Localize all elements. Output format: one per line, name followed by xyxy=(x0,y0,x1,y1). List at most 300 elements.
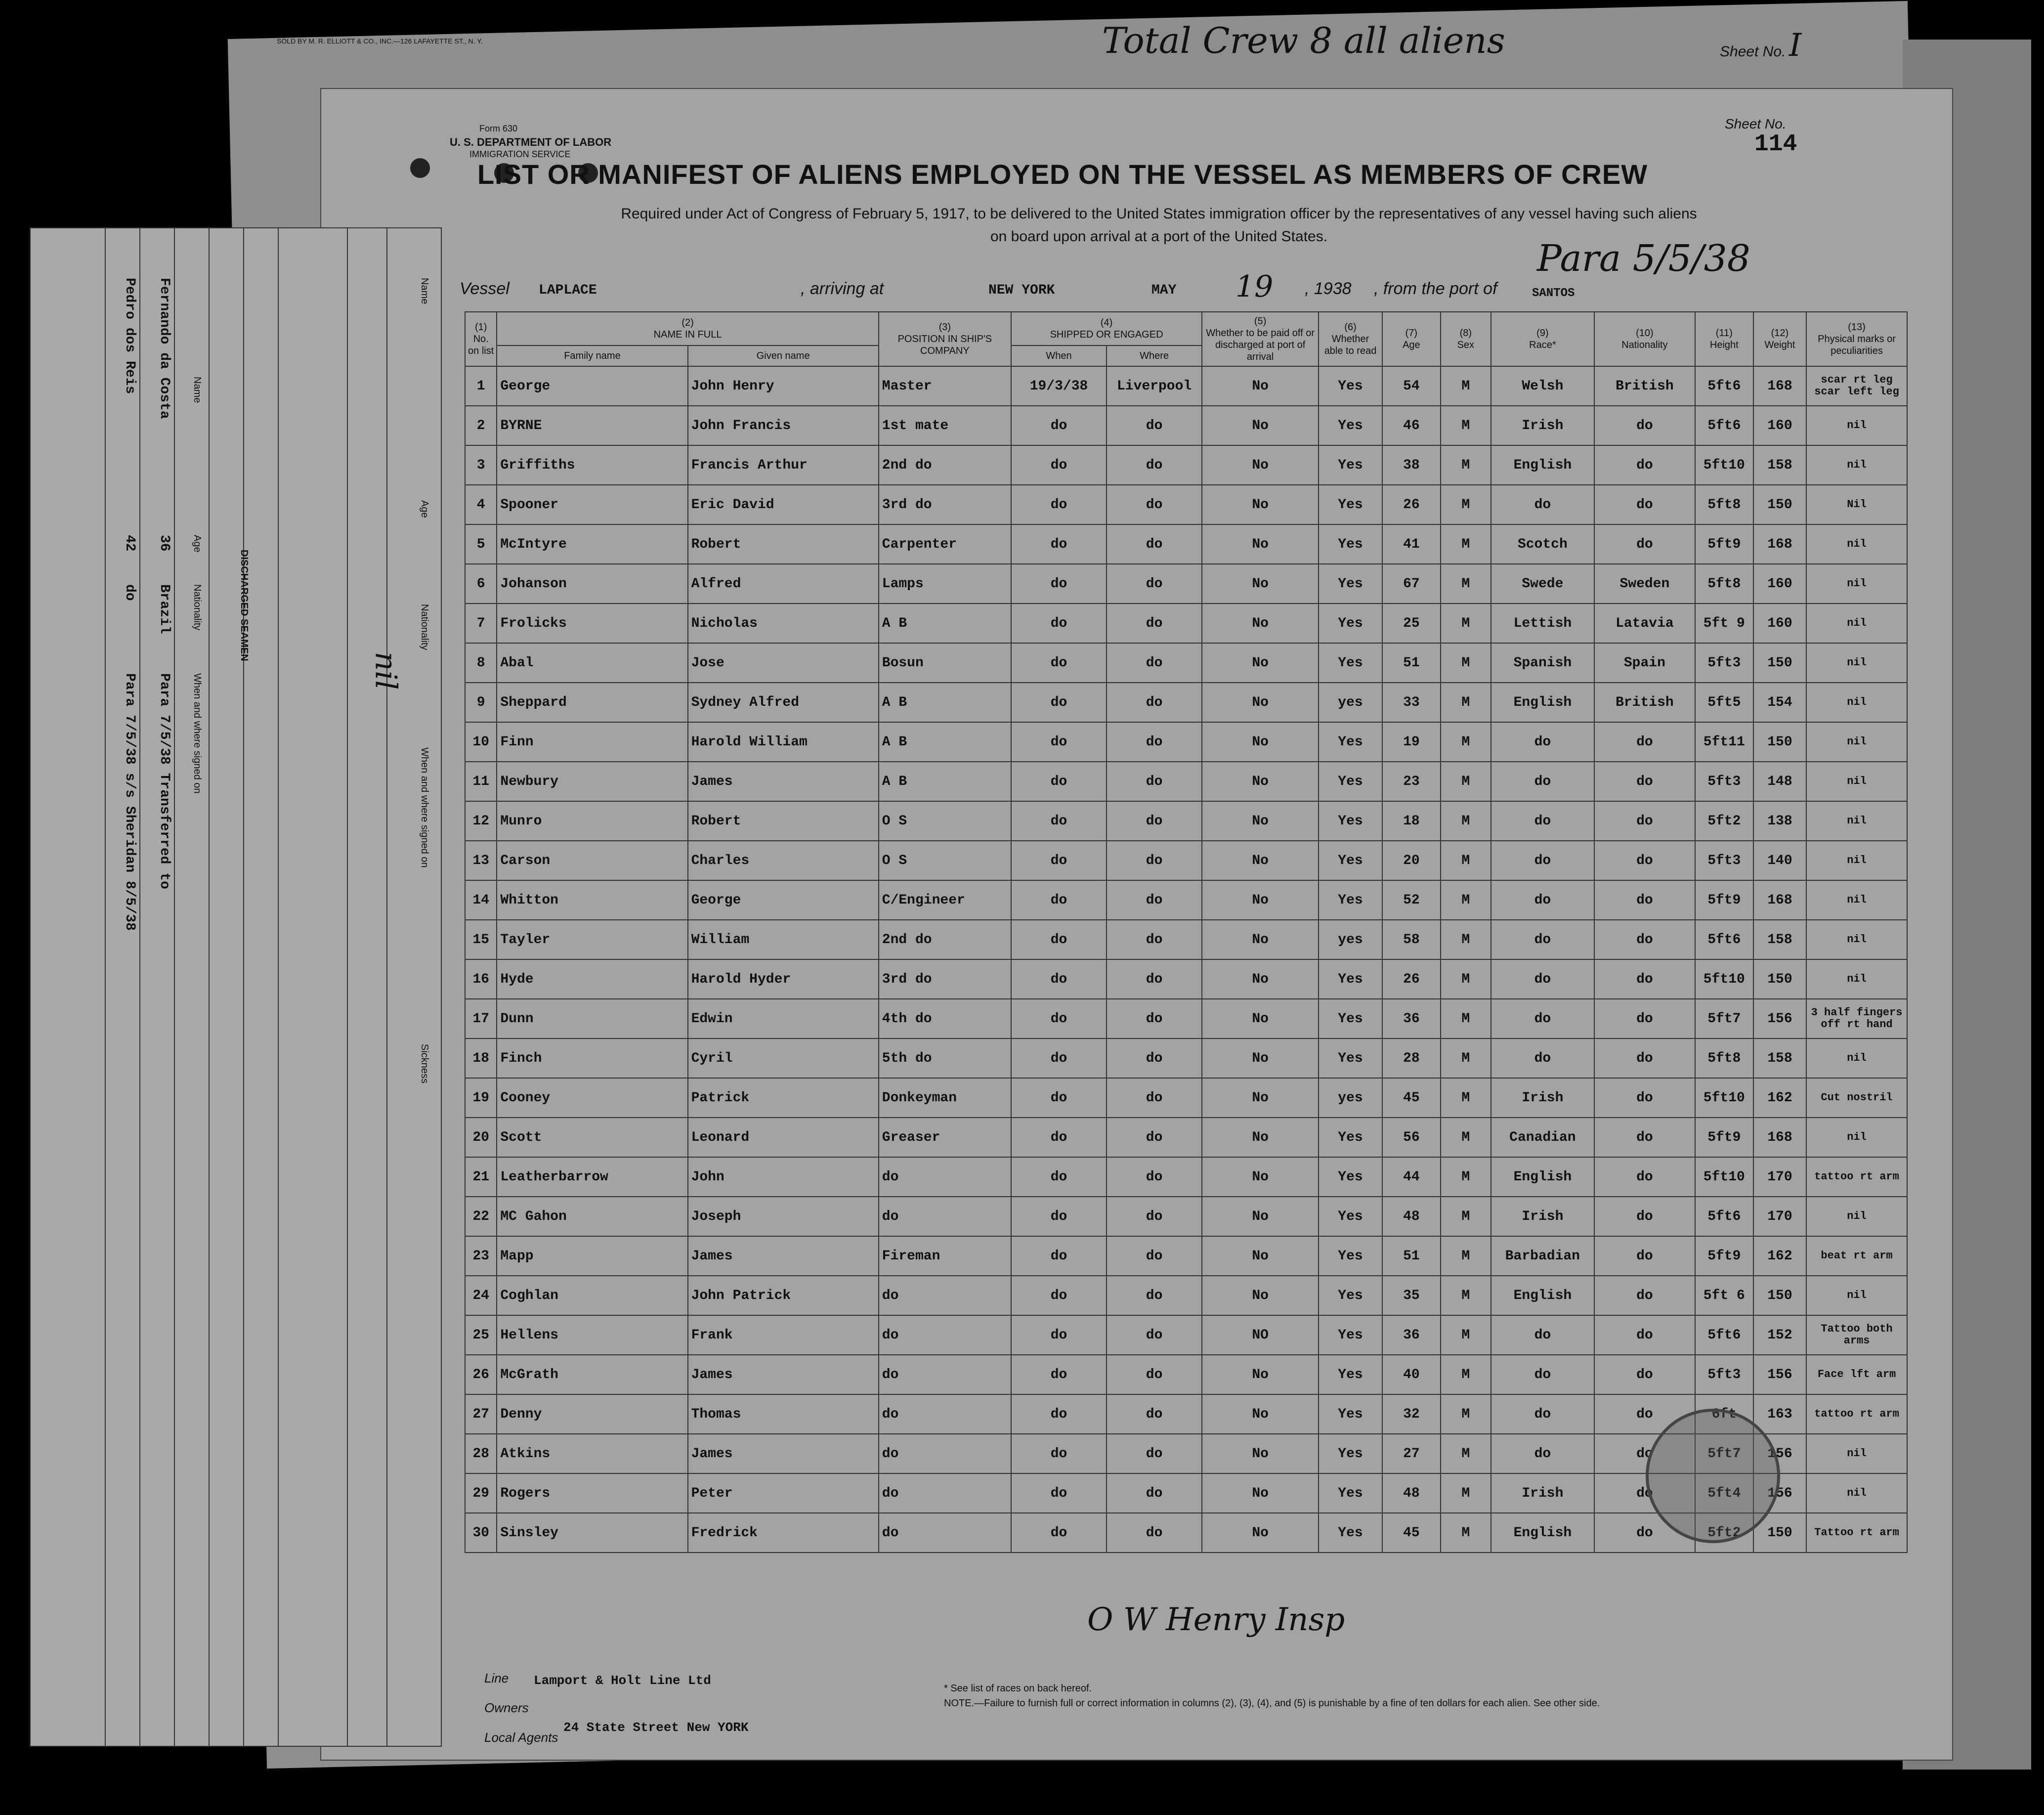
cell-nationality: do xyxy=(1594,445,1695,485)
cell-no: 29 xyxy=(465,1473,497,1513)
owners-label: Owners xyxy=(484,1700,529,1715)
cell-position: do xyxy=(879,1434,1011,1473)
cell-position: do xyxy=(879,1473,1011,1513)
cell-race: do xyxy=(1491,722,1594,762)
sheet-main-value: 114 xyxy=(1754,131,1797,158)
cell-no: 25 xyxy=(465,1315,497,1355)
cell-given: Sydney Alfred xyxy=(688,683,879,722)
cell-paid: No xyxy=(1202,1434,1319,1473)
agents-value: 24 State Street New YORK xyxy=(563,1720,749,1735)
discharged-entry-1-when: Para 7/5/38 Transferred to xyxy=(157,673,172,889)
cell-family: Finn xyxy=(497,722,687,762)
cell-weight: 154 xyxy=(1753,683,1806,722)
cell-where: do xyxy=(1107,1394,1202,1434)
cell-where: do xyxy=(1107,1078,1202,1118)
cell-paid: No xyxy=(1202,1355,1319,1394)
cell-age: 51 xyxy=(1382,643,1441,683)
cell-age: 45 xyxy=(1382,1513,1441,1553)
cell-age: 45 xyxy=(1382,1078,1441,1118)
col-header-when: When xyxy=(1011,346,1107,366)
cell-given: Alfred xyxy=(688,564,879,604)
cell-weight: 168 xyxy=(1753,1118,1806,1157)
cell-height: 5ft7 xyxy=(1695,1434,1753,1473)
cell-paid: No xyxy=(1202,1078,1319,1118)
cell-when: do xyxy=(1011,1315,1107,1355)
cell-age: 48 xyxy=(1382,1197,1441,1236)
cell-position: do xyxy=(879,1276,1011,1315)
cell-marks: nil xyxy=(1806,1276,1907,1315)
cell-paid: No xyxy=(1202,1513,1319,1553)
col-header-no: (1) No. on list xyxy=(465,312,497,366)
cell-no: 4 xyxy=(465,485,497,524)
cell-read: Yes xyxy=(1319,1157,1382,1197)
table-row xyxy=(465,643,1907,683)
cell-weight: 156 xyxy=(1753,1434,1806,1473)
table-row xyxy=(465,999,1907,1038)
cell-where: Liverpool xyxy=(1107,366,1202,406)
cell-sex: M xyxy=(1441,1513,1491,1553)
cell-given: George xyxy=(688,880,879,920)
cell-where: do xyxy=(1107,1473,1202,1513)
cell-when: do xyxy=(1011,1513,1107,1553)
col-header-shipped: (4) SHIPPED OR ENGAGED xyxy=(1011,312,1202,346)
cell-no: 19 xyxy=(465,1078,497,1118)
cell-given: Frank xyxy=(688,1315,879,1355)
cell-weight: 150 xyxy=(1753,643,1806,683)
cell-no: 11 xyxy=(465,762,497,801)
cell-paid: No xyxy=(1202,564,1319,604)
cell-age: 48 xyxy=(1382,1473,1441,1513)
cell-height: 5ft10 xyxy=(1695,1157,1753,1197)
cell-position: 2nd do xyxy=(879,920,1011,959)
discharged-col-name: Name xyxy=(192,377,203,403)
cell-height: 5ft10 xyxy=(1695,959,1753,999)
discharged-seamen-strip xyxy=(30,227,442,1747)
cell-given: Jose xyxy=(688,643,879,683)
discharged-heading: DISCHARGED SEAMEN xyxy=(239,550,250,661)
from-port-label: , from the port of xyxy=(1374,279,1497,298)
table-row xyxy=(465,801,1907,841)
table-row xyxy=(465,1038,1907,1078)
cell-position: Donkeyman xyxy=(879,1078,1011,1118)
cell-where: do xyxy=(1107,1038,1202,1078)
total-crew-annotation: Total Crew 8 all aliens xyxy=(1102,20,1505,61)
cell-given: Harold Hyder xyxy=(688,959,879,999)
cell-where: do xyxy=(1107,762,1202,801)
cell-sex: M xyxy=(1441,564,1491,604)
cell-weight: 150 xyxy=(1753,485,1806,524)
cell-no: 12 xyxy=(465,801,497,841)
cell-age: 54 xyxy=(1382,366,1441,406)
cell-marks: Tattoo rt arm xyxy=(1806,1513,1907,1553)
cell-where: do xyxy=(1107,1118,1202,1157)
cell-height: 6ft xyxy=(1695,1394,1753,1434)
cell-when: do xyxy=(1011,643,1107,683)
cell-paid: No xyxy=(1202,1118,1319,1157)
cell-sex: M xyxy=(1441,999,1491,1038)
cell-weight: 168 xyxy=(1753,880,1806,920)
cell-given: Leonard xyxy=(688,1118,879,1157)
cell-nationality: do xyxy=(1594,1197,1695,1236)
cell-weight: 156 xyxy=(1753,999,1806,1038)
cell-no: 17 xyxy=(465,999,497,1038)
cell-weight: 148 xyxy=(1753,762,1806,801)
cell-nationality: do xyxy=(1594,1434,1695,1473)
cell-paid: No xyxy=(1202,1197,1319,1236)
cell-height: 5ft3 xyxy=(1695,841,1753,880)
cell-no: 9 xyxy=(465,683,497,722)
cell-read: Yes xyxy=(1319,1394,1382,1434)
cell-nationality: do xyxy=(1594,722,1695,762)
table-row xyxy=(465,920,1907,959)
cell-weight: 150 xyxy=(1753,1276,1806,1315)
cell-height: 5ft8 xyxy=(1695,485,1753,524)
cell-race: English xyxy=(1491,1276,1594,1315)
cell-given: Eric David xyxy=(688,485,879,524)
cell-nationality: do xyxy=(1594,1236,1695,1276)
sheet-main-label: Sheet No. xyxy=(1725,116,1787,131)
cell-read: Yes xyxy=(1319,801,1382,841)
sheet-top-value: I xyxy=(1789,27,1802,64)
cell-height: 5ft9 xyxy=(1695,1236,1753,1276)
cell-family: Mapp xyxy=(497,1236,687,1276)
cell-given: Joseph xyxy=(688,1197,879,1236)
cell-nationality: do xyxy=(1594,880,1695,920)
cell-height: 5ft 9 xyxy=(1695,604,1753,643)
cell-where: do xyxy=(1107,524,1202,564)
cell-given: James xyxy=(688,1355,879,1394)
cell-marks: nil xyxy=(1806,920,1907,959)
cell-given: James xyxy=(688,1236,879,1276)
cell-family: McGrath xyxy=(497,1355,687,1394)
cell-height: 5ft8 xyxy=(1695,1038,1753,1078)
cell-no: 5 xyxy=(465,524,497,564)
cell-race: English xyxy=(1491,1157,1594,1197)
cell-where: do xyxy=(1107,1513,1202,1553)
cell-height: 5ft11 xyxy=(1695,722,1753,762)
cell-paid: No xyxy=(1202,999,1319,1038)
cell-sex: M xyxy=(1441,366,1491,406)
cell-no: 14 xyxy=(465,880,497,920)
cell-when: do xyxy=(1011,1473,1107,1513)
discharged-entry-1-age: 36 xyxy=(157,535,172,552)
cell-paid: No xyxy=(1202,604,1319,643)
cell-nationality: do xyxy=(1594,801,1695,841)
cell-race: Barbadian xyxy=(1491,1236,1594,1276)
table-row xyxy=(465,1276,1907,1315)
cell-marks: nil xyxy=(1806,959,1907,999)
cell-read: Yes xyxy=(1319,880,1382,920)
cell-paid: No xyxy=(1202,762,1319,801)
cell-marks: nil xyxy=(1806,880,1907,920)
cell-family: Newbury xyxy=(497,762,687,801)
cell-when: do xyxy=(1011,880,1107,920)
cell-when: do xyxy=(1011,445,1107,485)
cell-race: Spanish xyxy=(1491,643,1594,683)
cell-race: do xyxy=(1491,920,1594,959)
cell-height: 5ft2 xyxy=(1695,1513,1753,1553)
cell-read: Yes xyxy=(1319,524,1382,564)
cell-marks: nil xyxy=(1806,1434,1907,1473)
cell-position: do xyxy=(879,1394,1011,1434)
cell-given: James xyxy=(688,762,879,801)
cell-where: do xyxy=(1107,1236,1202,1276)
cell-paid: No xyxy=(1202,1038,1319,1078)
cell-given: John Francis xyxy=(688,406,879,445)
strip-lower-col-name: Name xyxy=(419,278,430,304)
col-header-height: (11) Height xyxy=(1695,312,1753,366)
cell-age: 67 xyxy=(1382,564,1441,604)
cell-weight: 152 xyxy=(1753,1315,1806,1355)
cell-family: Scott xyxy=(497,1118,687,1157)
cell-no: 28 xyxy=(465,1434,497,1473)
cell-nationality: do xyxy=(1594,1118,1695,1157)
cell-marks: tattoo rt arm xyxy=(1806,1394,1907,1434)
col-header-position: (3) POSITION IN SHIP'S COMPANY xyxy=(879,312,1011,366)
cell-where: do xyxy=(1107,564,1202,604)
discharged-entry-2-when: Para 7/5/38 s/s Sheridan 8/5/38 xyxy=(122,673,137,931)
cell-age: 51 xyxy=(1382,1236,1441,1276)
cell-race: do xyxy=(1491,801,1594,841)
col-header-name: (2) NAME IN FULL xyxy=(497,312,878,346)
cell-marks: nil xyxy=(1806,445,1907,485)
inspector-signature: O W Henry Insp xyxy=(1087,1601,1345,1638)
fine-note: NOTE.—Failure to furnish full or correct information in columns (2), (3), (4), and (5) is punishable by a fine of ten dollars for each alien. See other side. xyxy=(944,1698,1600,1709)
cell-weight: 170 xyxy=(1753,1157,1806,1197)
cell-no: 22 xyxy=(465,1197,497,1236)
cell-read: Yes xyxy=(1319,1276,1382,1315)
cell-height: 5ft9 xyxy=(1695,1118,1753,1157)
cell-nationality: Latavia xyxy=(1594,604,1695,643)
cell-marks: nil xyxy=(1806,1473,1907,1513)
strip-lower-col-when: When and where signed on xyxy=(419,747,430,868)
cell-marks: nil xyxy=(1806,1118,1907,1157)
cell-weight: 162 xyxy=(1753,1236,1806,1276)
cell-family: Griffiths xyxy=(497,445,687,485)
table-row xyxy=(465,604,1907,643)
cell-weight: 150 xyxy=(1753,1513,1806,1553)
cell-age: 25 xyxy=(1382,604,1441,643)
cell-read: yes xyxy=(1319,683,1382,722)
cell-age: 32 xyxy=(1382,1394,1441,1434)
cell-paid: No xyxy=(1202,1276,1319,1315)
cell-sex: M xyxy=(1441,683,1491,722)
table-row xyxy=(465,366,1907,406)
cell-family: Frolicks xyxy=(497,604,687,643)
cell-height: 5ft6 xyxy=(1695,1197,1753,1236)
cell-family: Whitton xyxy=(497,880,687,920)
cell-no: 23 xyxy=(465,1236,497,1276)
cell-race: English xyxy=(1491,1513,1594,1553)
col-header-read: (6) Whether able to read xyxy=(1319,312,1382,366)
cell-height: 5ft6 xyxy=(1695,406,1753,445)
cell-read: Yes xyxy=(1319,1473,1382,1513)
discharged-entry-2-age: 42 xyxy=(122,535,137,552)
cell-marks: scar rt leg scar left leg xyxy=(1806,366,1907,406)
cell-height: 5ft5 xyxy=(1695,683,1753,722)
cell-family: Sheppard xyxy=(497,683,687,722)
cell-race: Irish xyxy=(1491,406,1594,445)
cell-position: Carpenter xyxy=(879,524,1011,564)
manifest-title: LIST OR MANIFEST OF ALIENS EMPLOYED ON THE VESSEL AS MEMBERS OF CREW xyxy=(477,159,1648,190)
cell-when: do xyxy=(1011,1078,1107,1118)
cell-sex: M xyxy=(1441,801,1491,841)
cell-read: yes xyxy=(1319,920,1382,959)
cell-sex: M xyxy=(1441,1473,1491,1513)
cell-read: Yes xyxy=(1319,959,1382,999)
cell-read: Yes xyxy=(1319,485,1382,524)
cell-age: 19 xyxy=(1382,722,1441,762)
cell-marks: nil xyxy=(1806,643,1907,683)
cell-read: Yes xyxy=(1319,1236,1382,1276)
table-row xyxy=(465,445,1907,485)
cell-marks: nil xyxy=(1806,722,1907,762)
cell-sex: M xyxy=(1441,604,1491,643)
cell-when: do xyxy=(1011,524,1107,564)
cell-nationality: do xyxy=(1594,1276,1695,1315)
cell-race: do xyxy=(1491,1355,1594,1394)
cell-weight: 150 xyxy=(1753,959,1806,999)
cell-given: Robert xyxy=(688,524,879,564)
cell-read: yes xyxy=(1319,1078,1382,1118)
cell-sex: M xyxy=(1441,1276,1491,1315)
cell-paid: No xyxy=(1202,880,1319,920)
cell-no: 24 xyxy=(465,1276,497,1315)
cell-family: Atkins xyxy=(497,1434,687,1473)
cell-no: 30 xyxy=(465,1513,497,1553)
cell-age: 41 xyxy=(1382,524,1441,564)
cell-when: do xyxy=(1011,1157,1107,1197)
cell-nationality: do xyxy=(1594,1038,1695,1078)
cell-age: 23 xyxy=(1382,762,1441,801)
strip-handwritten-nil: nil xyxy=(368,651,403,690)
cell-when: do xyxy=(1011,1038,1107,1078)
cell-given: James xyxy=(688,1434,879,1473)
cell-when: 19/3/38 xyxy=(1011,366,1107,406)
cell-race: English xyxy=(1491,683,1594,722)
cell-no: 15 xyxy=(465,920,497,959)
cell-position: 5th do xyxy=(879,1038,1011,1078)
cell-where: do xyxy=(1107,485,1202,524)
cell-marks: nil xyxy=(1806,801,1907,841)
cell-sex: M xyxy=(1441,1434,1491,1473)
discharged-col-nationality: Nationality xyxy=(192,584,203,631)
cell-sex: M xyxy=(1441,485,1491,524)
cell-paid: NO xyxy=(1202,1315,1319,1355)
cell-family: Dunn xyxy=(497,999,687,1038)
cell-no: 16 xyxy=(465,959,497,999)
cell-where: do xyxy=(1107,920,1202,959)
vessel-name: LAPLACE xyxy=(539,283,597,298)
cell-height: 5ft8 xyxy=(1695,564,1753,604)
cell-marks: nil xyxy=(1806,841,1907,880)
cell-sex: M xyxy=(1441,1157,1491,1197)
cell-given: Thomas xyxy=(688,1394,879,1434)
col-header-family-name: Family name xyxy=(497,346,687,366)
cell-weight: 156 xyxy=(1753,1355,1806,1394)
cell-position: 3rd do xyxy=(879,959,1011,999)
cell-height: 5ft3 xyxy=(1695,762,1753,801)
cell-position: A B xyxy=(879,604,1011,643)
discharged-entry-2-name: Pedro dos Reis xyxy=(122,278,137,394)
cell-no: 27 xyxy=(465,1394,497,1434)
cell-position: C/Engineer xyxy=(879,880,1011,920)
cell-position: 2nd do xyxy=(879,445,1011,485)
cell-age: 58 xyxy=(1382,920,1441,959)
cell-weight: 163 xyxy=(1753,1394,1806,1434)
cell-sex: M xyxy=(1441,445,1491,485)
cell-paid: No xyxy=(1202,959,1319,999)
col-header-paid-off: (5) Whether to be paid off or discharged at port of arrival xyxy=(1202,312,1319,366)
cell-position: Lamps xyxy=(879,564,1011,604)
cell-height: 5ft6 xyxy=(1695,366,1753,406)
cell-height: 5ft10 xyxy=(1695,445,1753,485)
cell-no: 1 xyxy=(465,366,497,406)
service-label: IMMIGRATION SERVICE xyxy=(469,149,571,159)
cell-sex: M xyxy=(1441,880,1491,920)
cell-marks: Tattoo both arms xyxy=(1806,1315,1907,1355)
cell-when: do xyxy=(1011,1355,1107,1394)
crew-rows xyxy=(465,366,1907,1553)
col-header-weight: (12) Weight xyxy=(1753,312,1806,366)
arrival-month: MAY xyxy=(1151,283,1177,298)
cell-nationality: do xyxy=(1594,524,1695,564)
cell-paid: No xyxy=(1202,524,1319,564)
cell-race: do xyxy=(1491,1315,1594,1355)
cell-no: 3 xyxy=(465,445,497,485)
cell-sex: M xyxy=(1441,1236,1491,1276)
cell-age: 18 xyxy=(1382,801,1441,841)
table-row xyxy=(465,1236,1907,1276)
cell-family: Finch xyxy=(497,1038,687,1078)
cell-no: 10 xyxy=(465,722,497,762)
cell-height: 5ft6 xyxy=(1695,920,1753,959)
cell-nationality: Spain xyxy=(1594,643,1695,683)
cell-race: Irish xyxy=(1491,1078,1594,1118)
cell-read: Yes xyxy=(1319,366,1382,406)
cell-sex: M xyxy=(1441,1315,1491,1355)
cell-weight: 156 xyxy=(1753,1473,1806,1513)
table-row xyxy=(465,1355,1907,1394)
cell-age: 36 xyxy=(1382,1315,1441,1355)
cell-marks: nil xyxy=(1806,683,1907,722)
cell-given: John xyxy=(688,1157,879,1197)
cell-when: do xyxy=(1011,762,1107,801)
cell-position: do xyxy=(879,1157,1011,1197)
cell-family: BYRNE xyxy=(497,406,687,445)
table-row xyxy=(465,485,1907,524)
cell-no: 2 xyxy=(465,406,497,445)
cell-marks: tattoo rt arm xyxy=(1806,1157,1907,1197)
cell-weight: 160 xyxy=(1753,406,1806,445)
cell-weight: 160 xyxy=(1753,604,1806,643)
cell-no: 7 xyxy=(465,604,497,643)
cell-weight: 158 xyxy=(1753,920,1806,959)
cell-age: 40 xyxy=(1382,1355,1441,1394)
cell-read: Yes xyxy=(1319,1118,1382,1157)
cell-where: do xyxy=(1107,1157,1202,1197)
discharged-entry-1-nationality: Brazil xyxy=(157,584,172,634)
arrival-port: NEW YORK xyxy=(988,283,1055,298)
cell-sex: M xyxy=(1441,1078,1491,1118)
cell-given: Edwin xyxy=(688,999,879,1038)
cell-family: Sinsley xyxy=(497,1513,687,1553)
cell-age: 28 xyxy=(1382,1038,1441,1078)
cell-family: Abal xyxy=(497,643,687,683)
cell-family: Johanson xyxy=(497,564,687,604)
cell-when: do xyxy=(1011,999,1107,1038)
cell-position: A B xyxy=(879,683,1011,722)
